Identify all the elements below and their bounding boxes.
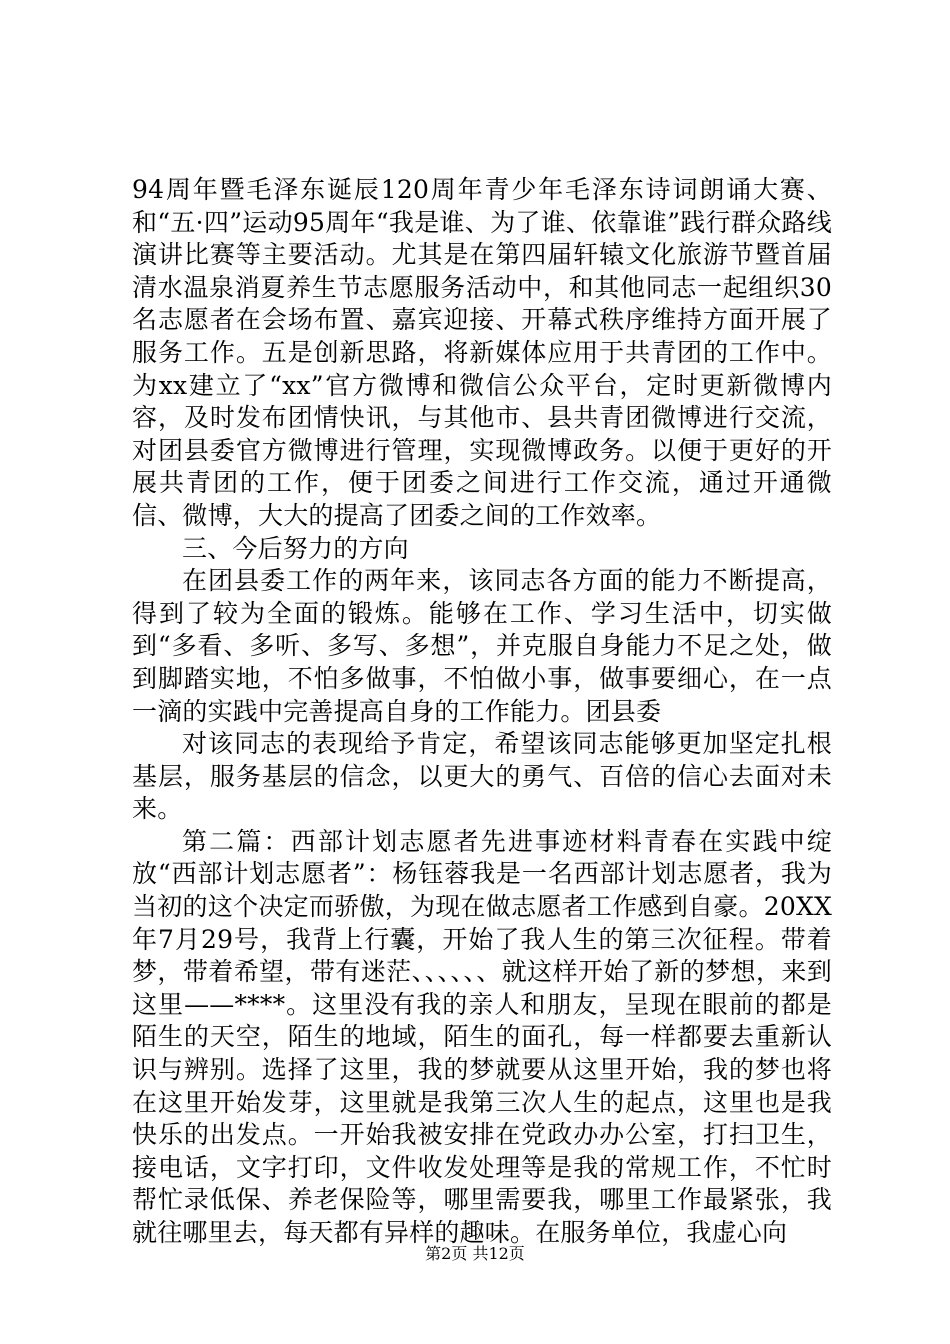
paragraph: 对该同志的表现给予肯定，希望该同志能够更加坚定扎根基层，服务基层的信念，以更大的勇气、百倍的信心去面对未来。 [132, 729, 832, 824]
document-body [132, 174, 832, 1250]
paragraph: 在团县委工作的两年来，该同志各方面的能力不断提高，得到了较为全面的锻炼。能够在工作、学习生活中，切实做到“多看、多听、多写、多想”，并克服自身能力不足之处，做到脚踏实地，不怕多做事，不怕做小事，做事要细心，在一点一滴的实践中完善提高自身的工作能力。团县委 [132, 566, 832, 726]
section-heading: 三、今后努力的方向 [182, 533, 409, 563]
paragraph-continued: 94周年暨毛泽东诞辰120周年青少年毛泽东诗词朗诵大赛、和“五·四”运动95周年“我是谁、为了谁、依靠谁”践行群众路线演讲比赛等主要活动。尤其是在第四届轩辕文化旅游节暨首届清水温泉消夏养生节志愿服务活动中，和其他同志一起组织30名志愿者在会场布置、嘉宾迎接、开幕式秩序维持方面开展了服务工作。五是创新思路，将新媒体应用于共青团的工作中。为xx建立了“xx”官方微博和微信公众平台，定时更新微博内容，及时发布团情快讯，与其他市、县共青团微博进行交流，对团县委官方微博进行管理，实现微博政务。以便于更好的开展共青团的工作，便于团委之间进行工作交流，通过开通微信、微博，大大的提高了团委之间的工作效率。 [132, 175, 832, 530]
paragraph: 第二篇：西部计划志愿者先进事迹材料青春在实践中绽放“西部计划志愿者”：杨钰蓉我是一名西部计划志愿者，我为当初的这个决定而骄傲，为现在做志愿者工作感到自豪。20XX年7月29号，我背上行囊，开始了我人生的第三次征程。带着梦，带着希望，带有迷茫、、、、、、就这样开始了新的梦想，来到这里——****。这里没有我的亲人和朋友，呈现在眼前的都是陌生的天空，陌生的地域，陌生的面孔，每一样都要去重新认识与辨别。选择了这里，我的梦就要从这里开始，我的梦也将在这里开始发芽，这里就是我第三次人生的起点，这里也是我快乐的出发点。一开始我被安排在党政办办公室，打扫卫生，接电话，文字打印，文件收发处理等是我的常规工作，不忙时帮忙录低保、养老保险等，哪里需要我，哪里工作最紧张，我就往哪里去，每天都有异样的趣味。在服务单位，我虚心向 [132, 826, 832, 1247]
page-footer: 第2页 共12页 [425, 1244, 525, 1263]
